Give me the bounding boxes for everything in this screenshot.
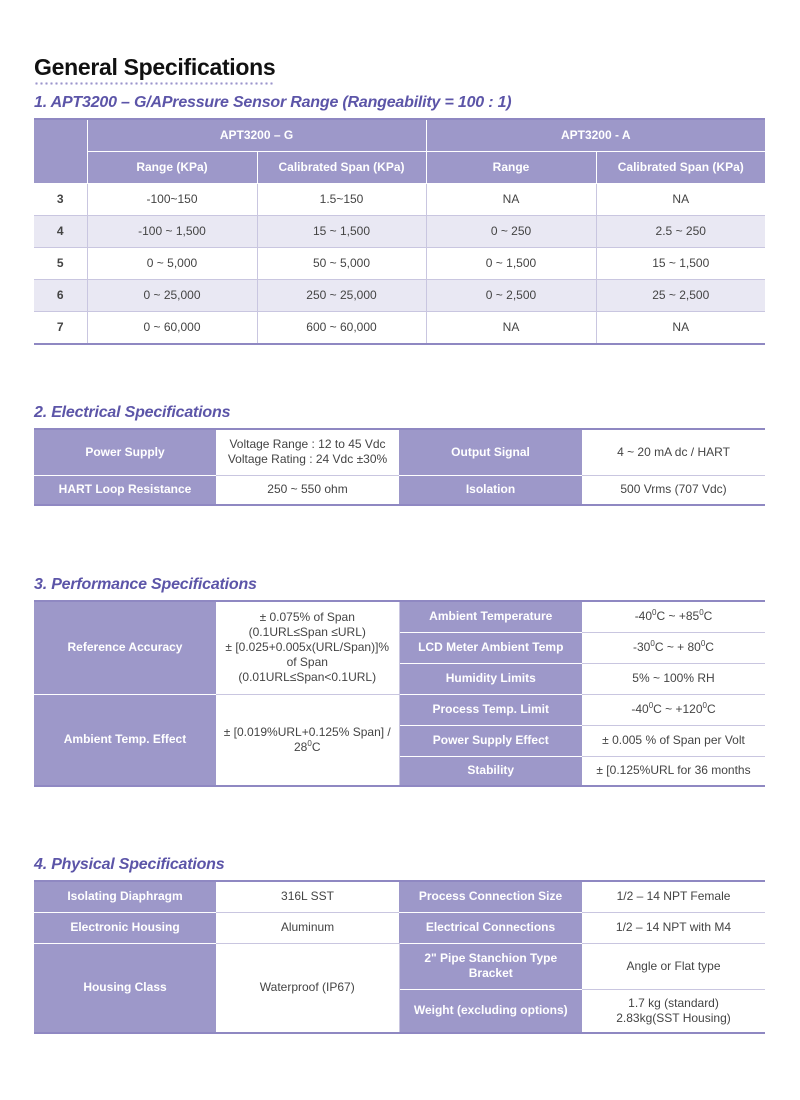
electrical-spec-table <box>34 428 765 506</box>
table-row <box>34 429 765 475</box>
a-span-cell: NA <box>596 184 765 216</box>
row-code: 6 <box>34 280 87 312</box>
a-span-cell: NA <box>672 320 690 334</box>
table-row <box>34 312 765 345</box>
output-signal-value: 4 ~ 20 mA dc / HART <box>582 429 765 475</box>
table-row <box>34 216 765 248</box>
process-connection-label: Process Connection Size <box>399 881 582 912</box>
table-row <box>34 280 765 312</box>
table-row <box>34 184 765 216</box>
power-supply-effect-label: Power Supply Effect <box>399 725 582 756</box>
housing-class-label: Housing Class <box>34 943 216 1033</box>
process-connection-value: 1/2 – 14 NPT Female <box>582 881 765 912</box>
ambient-temperature-label: Ambient Temperature <box>399 601 582 632</box>
a-span-cell: 15 ~ 1,500 <box>596 248 765 280</box>
g-range-cell: 0 ~ 25,000 <box>87 280 257 312</box>
isolation-label: Isolation <box>399 475 582 505</box>
corner-header-cell <box>34 119 87 184</box>
temp-effect-line: ± [0.019%URL+0.125% Span] / <box>223 724 391 739</box>
g-span-cell: 1.5~150 <box>257 184 426 216</box>
accuracy-line: ± [0.025+0.005x(URL/Span)]% <box>225 640 390 655</box>
lcd-meter-temp-value: $-30^0C$ ~ + $80^0C$ <box>582 632 765 663</box>
table-row <box>34 943 765 989</box>
ambient-temp-effect-value <box>216 694 399 786</box>
power-supply-label: Power Supply <box>34 429 216 475</box>
physical-spec-table <box>34 880 765 1034</box>
bracket-label-line: Bracket <box>468 966 513 980</box>
stability-value: ± [0.125%URL for 36 months <box>582 756 765 786</box>
g-span-cell: 600 ~ 60,000 <box>257 312 426 345</box>
a-span-cell: 25 ~ 2,500 <box>596 280 765 312</box>
bracket-label-line: 2" Pipe Stanchion Type <box>424 951 558 965</box>
section3-title: 3. Performance Specifications <box>34 576 257 593</box>
row-code: 5 <box>34 248 87 280</box>
section4-title: 4. Physical Specifications <box>34 856 225 873</box>
electronic-housing-value: Aluminum <box>216 912 399 943</box>
section2-title: 2. Electrical Specifications <box>34 404 231 421</box>
weight-label: Weight (excluding options) <box>399 989 582 1033</box>
table-row <box>34 248 765 280</box>
process-temp-limit-label: Process Temp. Limit <box>399 694 582 725</box>
output-signal-label: Output Signal <box>399 429 582 475</box>
a-range-cell: NA <box>426 312 596 345</box>
reference-accuracy-label: Reference Accuracy <box>34 601 216 694</box>
accuracy-line: of Span <box>286 655 328 670</box>
g-span-cell: 50 ~ 5,000 <box>257 248 426 280</box>
electrical-connections-value: 1/2 – 14 NPT with M4 <box>582 912 765 943</box>
lcd-meter-temp-label: LCD Meter Ambient Temp <box>399 632 582 663</box>
row-code: 7 <box>34 312 87 345</box>
ambient-temperature-value: $-40^0C$ ~ $+85^0C$ <box>582 601 765 632</box>
g-span-cell: 15 ~ 1,500 <box>257 216 426 248</box>
section1-title: 1. APT3200 – G/APressure Sensor Range (Rangeability = 100 : 1) <box>34 94 512 111</box>
accuracy-line: ± 0.075% of Span <box>259 610 355 625</box>
weight-line: 2.83kg(SST Housing) <box>616 1010 731 1025</box>
page-title: General Specifications <box>34 54 276 80</box>
g-range-cell: -100~150 <box>87 184 257 216</box>
group-header-g: APT3200 – G <box>87 119 426 152</box>
table-row <box>34 912 765 943</box>
table-row <box>34 881 765 912</box>
electronic-housing-label: Electronic Housing <box>34 912 216 943</box>
stability-label: Stability <box>399 756 582 786</box>
a-range-cell: 0 ~ 250 <box>426 216 596 248</box>
group-header-a: APT3200 - A <box>426 119 765 152</box>
weight-value <box>582 989 765 1033</box>
col-header-span-a: Calibrated Span (KPa) <box>596 152 765 184</box>
pressure-range-table <box>34 118 765 345</box>
power-supply-line: Voltage Rating : 24 Vdc ±30% <box>227 452 388 467</box>
table-row <box>34 475 765 505</box>
hart-loop-value: 250 ~ 550 ohm <box>216 475 399 505</box>
humidity-limits-label: Humidity Limits <box>399 663 582 694</box>
g-range-cell: 0 ~ 5,000 <box>87 248 257 280</box>
humidity-limits-value: 5% ~ 100% RH <box>582 663 765 694</box>
isolating-diaphragm-value: 316L SST <box>216 881 399 912</box>
col-header-range-kpa: Range (KPa) <box>87 152 257 184</box>
table-row <box>34 694 765 725</box>
title-dotted-divider <box>34 82 274 85</box>
a-span-cell: 2.5 ~ 250 <box>596 216 765 248</box>
temp-effect-line: $28^0C$ <box>294 738 321 754</box>
bracket-label <box>399 943 582 989</box>
ambient-temp-effect-label: Ambient Temp. Effect <box>34 694 216 786</box>
bracket-value: Angle or Flat type <box>582 943 765 989</box>
row-code: 4 <box>34 216 87 248</box>
accuracy-line: (0.01URL≤Span<0.1URL) <box>238 670 377 685</box>
g-range-cell: -100 ~ 1,500 <box>87 216 257 248</box>
housing-class-value: Waterproof (IP67) <box>216 943 399 1033</box>
isolation-value: 500 Vrms (707 Vdc) <box>582 475 765 505</box>
table-row <box>34 601 765 632</box>
weight-line: 1.7 kg (standard) <box>628 995 719 1010</box>
accuracy-line: (0.1URL≤Span ≤URL) <box>248 625 366 640</box>
power-supply-line: Voltage Range : 12 to 45 Vdc <box>229 437 386 452</box>
hart-loop-label: HART Loop Resistance <box>34 475 216 505</box>
g-range-cell: 0 ~ 60,000 <box>87 312 257 345</box>
row-code: 3 <box>34 184 87 216</box>
process-temp-limit-value: $-40^0C$ ~ $+120^0C$ <box>582 694 765 725</box>
a-range-cell: 0 ~ 2,500 <box>426 280 596 312</box>
power-supply-effect-value: ± 0.005 % of Span per Volt <box>582 725 765 756</box>
performance-spec-table <box>34 600 765 787</box>
reference-accuracy-value <box>216 601 399 694</box>
g-span-cell: 250 ~ 25,000 <box>257 280 426 312</box>
electrical-connections-label: Electrical Connections <box>399 912 582 943</box>
power-supply-value <box>216 429 399 475</box>
a-range-cell: 0 ~ 1,500 <box>426 248 596 280</box>
isolating-diaphragm-label: Isolating Diaphragm <box>34 881 216 912</box>
col-header-span-g: Calibrated Span (KPa) <box>257 152 426 184</box>
a-range-cell: NA <box>426 184 596 216</box>
col-header-range: Range <box>426 152 596 184</box>
